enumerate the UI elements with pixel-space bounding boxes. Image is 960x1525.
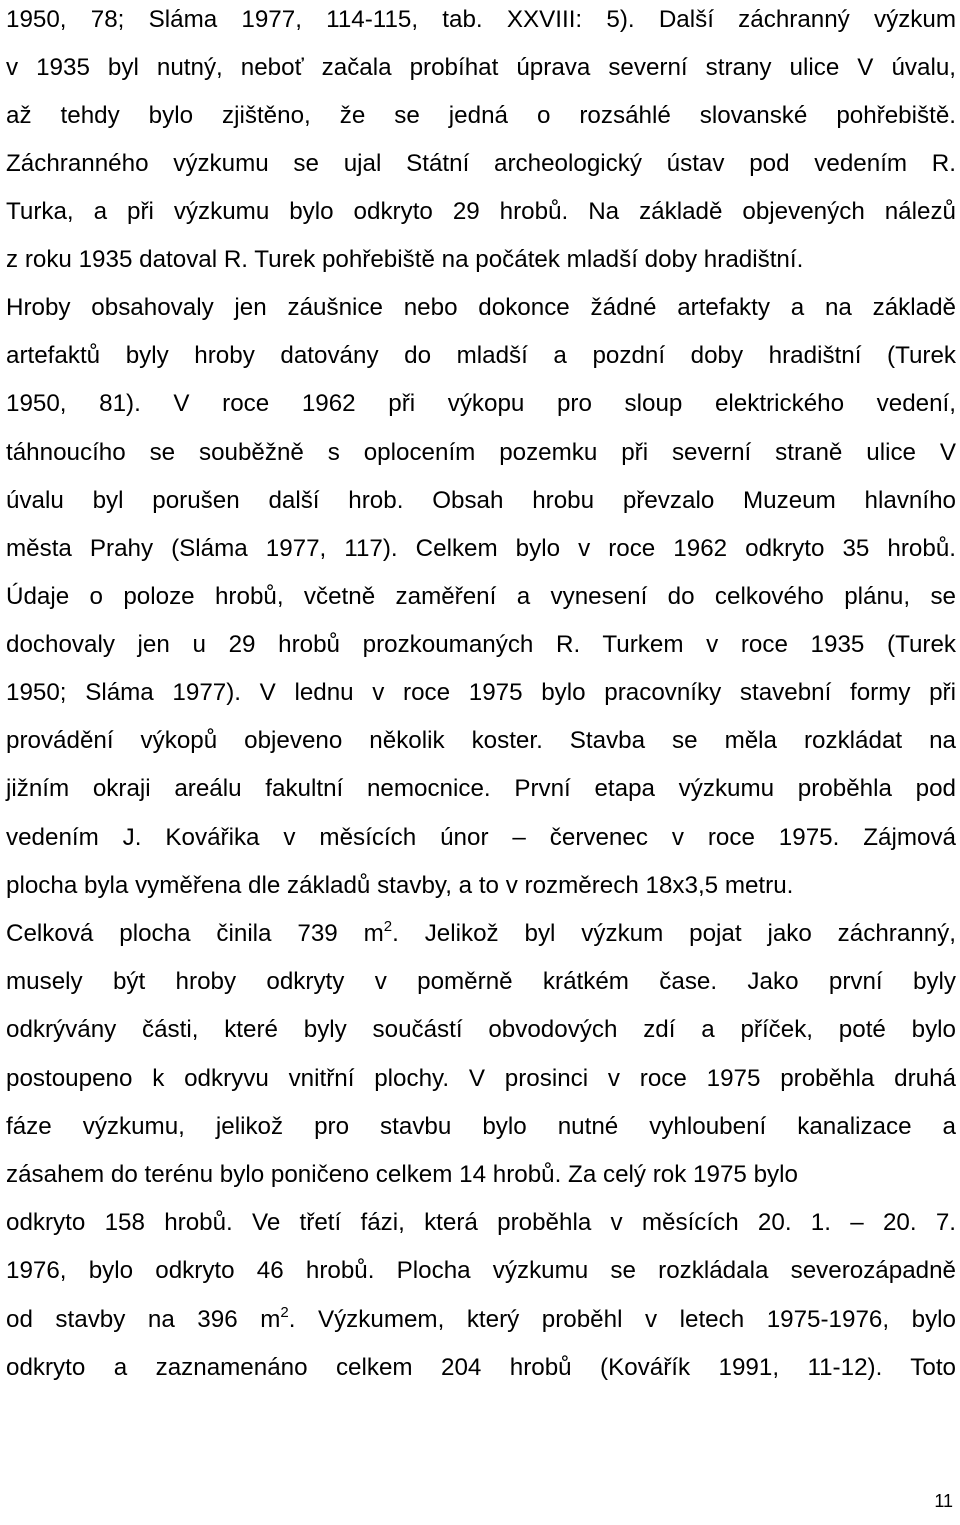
line-text: zásahem do terénu bylo poničeno celkem 14 hrobů. Za celý rok 1975 bylo: [6, 1161, 798, 1188]
text-line: [6, 723, 956, 759]
line-text: v 1935 byl nutný, neboť začala probíhat úprava severní strany ulice V úvalu,: [6, 54, 956, 81]
text-line: [6, 338, 956, 374]
text-line: [6, 2, 956, 38]
line-text: . Jelikož byl výzkum pojat jako záchranný,: [392, 920, 956, 947]
text-line: [6, 290, 956, 326]
line-text: Celková plocha činila 739 m: [6, 920, 384, 947]
line-text: odkryto 158 hrobů. Ve třetí fázi, která proběhla v měsících 20. 1. – 20. 7.: [6, 1209, 956, 1236]
text-line: [6, 531, 956, 567]
text-line: [6, 1157, 956, 1193]
line-text: 1950, 78; Sláma 1977, 114-115, tab. XXVIII: 5). Další záchranný výzkum: [6, 6, 956, 33]
text-line: [6, 627, 956, 663]
text-line: [6, 868, 956, 904]
text-line: [6, 916, 956, 952]
text-line: [6, 50, 956, 86]
line-text: úvalu byl porušen další hrob. Obsah hrobu převzalo Muzeum hlavního: [6, 487, 956, 514]
text-line: [6, 146, 956, 182]
text-line: [6, 1302, 956, 1338]
line-text: táhnoucího se souběžně s oplocením pozemku při severní straně ulice V: [6, 439, 956, 466]
line-text: vedením J. Kovářika v měsících únor – červenec v roce 1975. Zájmová: [6, 824, 956, 851]
text-line: [6, 1109, 956, 1145]
line-text: odkrývány části, které byly součástí obvodových zdí a příček, poté bylo: [6, 1016, 956, 1043]
text-line: [6, 771, 956, 807]
text-line: [6, 483, 956, 519]
line-text: od stavby na 396 m: [6, 1306, 281, 1333]
text-line: [6, 242, 956, 278]
line-text: Hroby obsahovaly jen záušnice nebo dokonce žádné artefakty a na základě: [6, 294, 956, 321]
text-line: [6, 1350, 956, 1386]
line-text: dochovaly jen u 29 hrobů prozkoumaných R. Turkem v roce 1935 (Turek: [6, 631, 956, 658]
text-line: [6, 386, 956, 422]
line-text: 1950, 81). V roce 1962 při výkopu pro sloup elektrického vedení,: [6, 390, 956, 417]
line-text: provádění výkopů objeveno několik koster. Stavba se měla rozkládat na: [6, 727, 956, 754]
text-line: [6, 579, 956, 615]
line-text: musely být hroby odkryty v poměrně krátkém čase. Jako první byly: [6, 968, 956, 995]
text-line: [6, 675, 956, 711]
line-text: plocha byla vyměřena dle základů stavby, a to v rozměrech 18x3,5 metru.: [6, 872, 794, 899]
superscript: 2: [280, 1304, 289, 1321]
line-text: jižním okraji areálu fakultní nemocnice. První etapa výzkumu proběhla pod: [6, 775, 956, 802]
line-text: Turka, a při výzkumu bylo odkryto 29 hrobů. Na základě objevených nálezů: [6, 198, 956, 225]
line-text: . Výzkumem, který proběhl v letech 1975-1976, bylo: [288, 1306, 956, 1333]
line-text: 1976, bylo odkryto 46 hrobů. Plocha výzkumu se rozkládala severozápadně: [6, 1257, 956, 1284]
page-number: 11: [934, 1491, 953, 1511]
line-text: fáze výzkumu, jelikož pro stavbu bylo nutné vyhloubení kanalizace a: [6, 1113, 956, 1140]
text-line: [6, 1253, 956, 1289]
text-line: [6, 194, 956, 230]
text-line: [6, 1061, 956, 1097]
line-text: Záchranného výzkumu se ujal Státní archeologický ústav pod vedením R.: [6, 150, 956, 177]
text-line: [6, 1205, 956, 1241]
line-text: artefaktů byly hroby datovány do mladší a pozdní doby hradištní (Turek: [6, 342, 956, 369]
line-text: města Prahy (Sláma 1977, 117). Celkem bylo v roce 1962 odkryto 35 hrobů.: [6, 535, 956, 562]
text-line: [6, 820, 956, 856]
line-text: Údaje o poloze hrobů, včetně zaměření a vynesení do celkového plánu, se: [6, 583, 956, 610]
line-text: z roku 1935 datoval R. Turek pohřebiště na počátek mladší doby hradištní.: [6, 246, 804, 273]
line-text: 1950; Sláma 1977). V lednu v roce 1975 bylo pracovníky stavební formy při: [6, 679, 956, 706]
text-line: [6, 435, 956, 471]
line-text: až tehdy bylo zjištěno, že se jedná o rozsáhlé slovanské pohřebiště.: [6, 102, 956, 129]
line-text: odkryto a zaznamenáno celkem 204 hrobů (Kovářík 1991, 11-12). Toto: [6, 1354, 956, 1381]
text-line: [6, 98, 956, 134]
line-text: postoupeno k odkryvu vnitřní plochy. V prosinci v roce 1975 proběhla druhá: [6, 1065, 956, 1092]
text-line: [6, 964, 956, 1000]
text-line: [6, 1012, 956, 1048]
superscript: 2: [383, 918, 393, 935]
